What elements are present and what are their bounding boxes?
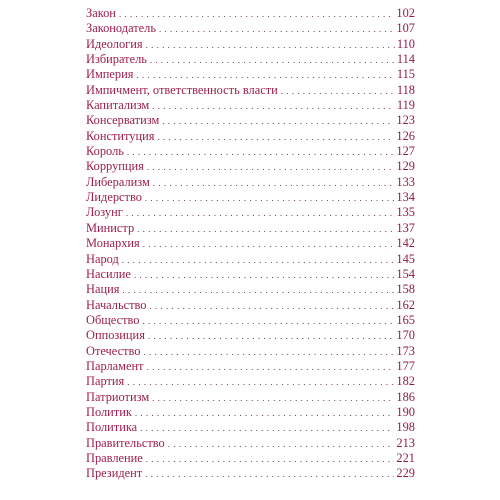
dot-leader (122, 253, 395, 268)
toc-entry-page: 221 (396, 450, 415, 465)
dot-leader (162, 114, 394, 129)
toc-entry-page: 134 (396, 190, 415, 205)
toc-entry (86, 113, 415, 128)
toc-entry-title: Лидерство (86, 190, 142, 205)
dot-leader (135, 406, 395, 421)
dot-leader (136, 68, 394, 83)
toc-entry (86, 129, 415, 144)
toc-entry-title: Закон (86, 6, 116, 20)
dot-leader (159, 22, 394, 37)
toc-entry (86, 236, 415, 251)
toc-entry-title: Монархия (86, 236, 140, 251)
toc-entry-page: 186 (396, 389, 415, 404)
toc-entry-page: 177 (396, 358, 415, 373)
toc-entry-page: 170 (396, 328, 415, 343)
toc-entry-page: 173 (396, 343, 415, 358)
dot-leader (147, 160, 395, 175)
toc-entry-title: Народ (86, 251, 119, 266)
toc-entry (86, 298, 415, 313)
dot-leader (127, 145, 395, 160)
dot-leader (148, 329, 395, 344)
toc-entry (86, 67, 415, 82)
dot-leader (150, 299, 395, 314)
toc-entry (86, 21, 415, 36)
toc-entry-page: 129 (396, 159, 415, 174)
toc-entry (86, 205, 415, 220)
table-of-contents (86, 6, 415, 482)
toc-entry-title: Избиратель (86, 52, 147, 67)
toc-entry-title: Правление (86, 450, 143, 465)
dot-leader (152, 391, 394, 406)
toc-entry (86, 405, 415, 420)
toc-entry (86, 451, 415, 466)
toc-entry (86, 37, 415, 52)
toc-entry-title: Импичмент, ответственность власти (86, 82, 278, 97)
dot-leader (145, 467, 394, 482)
toc-entry (86, 466, 415, 481)
toc-entry-page: 107 (396, 21, 415, 36)
toc-entry-title: Капитализм (86, 98, 150, 113)
toc-entry (86, 344, 415, 359)
toc-entry-title: Правительство (86, 435, 165, 450)
toc-entry-page: 137 (396, 220, 415, 235)
toc-entry (86, 390, 415, 405)
toc-entry-title: Патриотизм (86, 389, 150, 404)
dot-leader (119, 7, 394, 22)
toc-entry-page: 142 (396, 236, 415, 251)
toc-entry (86, 98, 415, 113)
toc-entry-title: Оппозиция (86, 328, 145, 343)
toc-entry (86, 313, 415, 328)
toc-entry (86, 436, 415, 451)
toc-entry-page: 229 (396, 466, 415, 481)
toc-entry (86, 420, 415, 435)
dot-leader (140, 421, 394, 436)
toc-entry-title: Король (86, 144, 124, 159)
toc-entry-page: 119 (396, 98, 415, 113)
toc-entry-title: Отечество (86, 343, 141, 358)
toc-entry-page: 165 (396, 312, 415, 327)
toc-entry (86, 83, 415, 98)
dot-leader (145, 191, 394, 206)
dot-leader (147, 360, 395, 375)
toc-entry-page: 182 (396, 374, 415, 389)
toc-entry-page: 102 (396, 6, 415, 20)
toc-entry-title: Консерватизм (86, 113, 160, 128)
dot-leader (168, 437, 395, 452)
toc-entry-page: 115 (396, 67, 415, 82)
toc-entry (86, 175, 415, 190)
toc-entry (86, 144, 415, 159)
toc-entry-title: Насилие (86, 266, 131, 281)
toc-entry-page: 162 (396, 297, 415, 312)
toc-entry-page: 133 (396, 174, 415, 189)
toc-entry (86, 282, 415, 297)
toc-entry-page: 154 (396, 266, 415, 281)
dot-leader (143, 237, 395, 252)
toc-entry-page: 198 (396, 420, 415, 435)
dot-leader (157, 130, 394, 145)
toc-entry-page: 114 (396, 52, 415, 67)
toc-entry (86, 267, 415, 282)
dot-leader (143, 345, 394, 360)
toc-entry (86, 328, 415, 343)
toc-entry-title: Начальство (86, 297, 147, 312)
toc-entry (86, 252, 415, 267)
toc-entry (86, 359, 415, 374)
toc-entry-title: Империя (86, 67, 134, 82)
toc-entry (86, 159, 415, 174)
dot-leader (126, 206, 395, 221)
toc-entry-title: Парламент (86, 358, 144, 373)
dot-leader (146, 38, 395, 53)
toc-entry-title: Министр (86, 220, 135, 235)
dot-leader (142, 314, 394, 329)
toc-entry (86, 374, 415, 389)
dot-leader (146, 452, 395, 467)
toc-entry-title: Политик (86, 404, 132, 419)
toc-entry-title: Общество (86, 312, 140, 327)
toc-entry-title: Конституция (86, 128, 155, 143)
toc-entry-title: Партия (86, 374, 125, 389)
dot-leader (134, 268, 395, 283)
toc-entry-page: 123 (396, 113, 415, 128)
toc-entry-title: Идеология (86, 36, 143, 51)
toc-entry-page: 118 (396, 82, 415, 97)
toc-entry (86, 6, 415, 21)
toc-entry-title: Нация (86, 282, 120, 297)
dot-leader (137, 222, 394, 237)
toc-entry-page: 213 (396, 435, 415, 450)
toc-entry (86, 190, 415, 205)
toc-entry-page: 145 (396, 251, 415, 266)
toc-entry-page: 135 (396, 205, 415, 220)
toc-entry-page: 127 (396, 144, 415, 159)
dot-leader (152, 99, 395, 114)
toc-entry-page: 158 (396, 282, 415, 297)
dot-leader (281, 84, 395, 99)
toc-entry-title: Либерализм (86, 174, 150, 189)
toc-entry-page: 126 (396, 128, 415, 143)
toc-entry-page: 110 (396, 36, 415, 51)
dot-leader (150, 53, 395, 68)
toc-entry-title: Президент (86, 466, 143, 481)
toc-entry-title: Политика (86, 420, 138, 435)
dot-leader (127, 375, 394, 390)
toc-entry-page: 190 (396, 404, 415, 419)
toc-entry (86, 52, 415, 67)
dot-leader (153, 176, 395, 191)
toc-entry (86, 221, 415, 236)
dot-leader (122, 283, 394, 298)
toc-entry-title: Законодатель (86, 21, 156, 36)
toc-entry-title: Коррупция (86, 159, 144, 174)
toc-entry-title: Лозунг (86, 205, 123, 220)
